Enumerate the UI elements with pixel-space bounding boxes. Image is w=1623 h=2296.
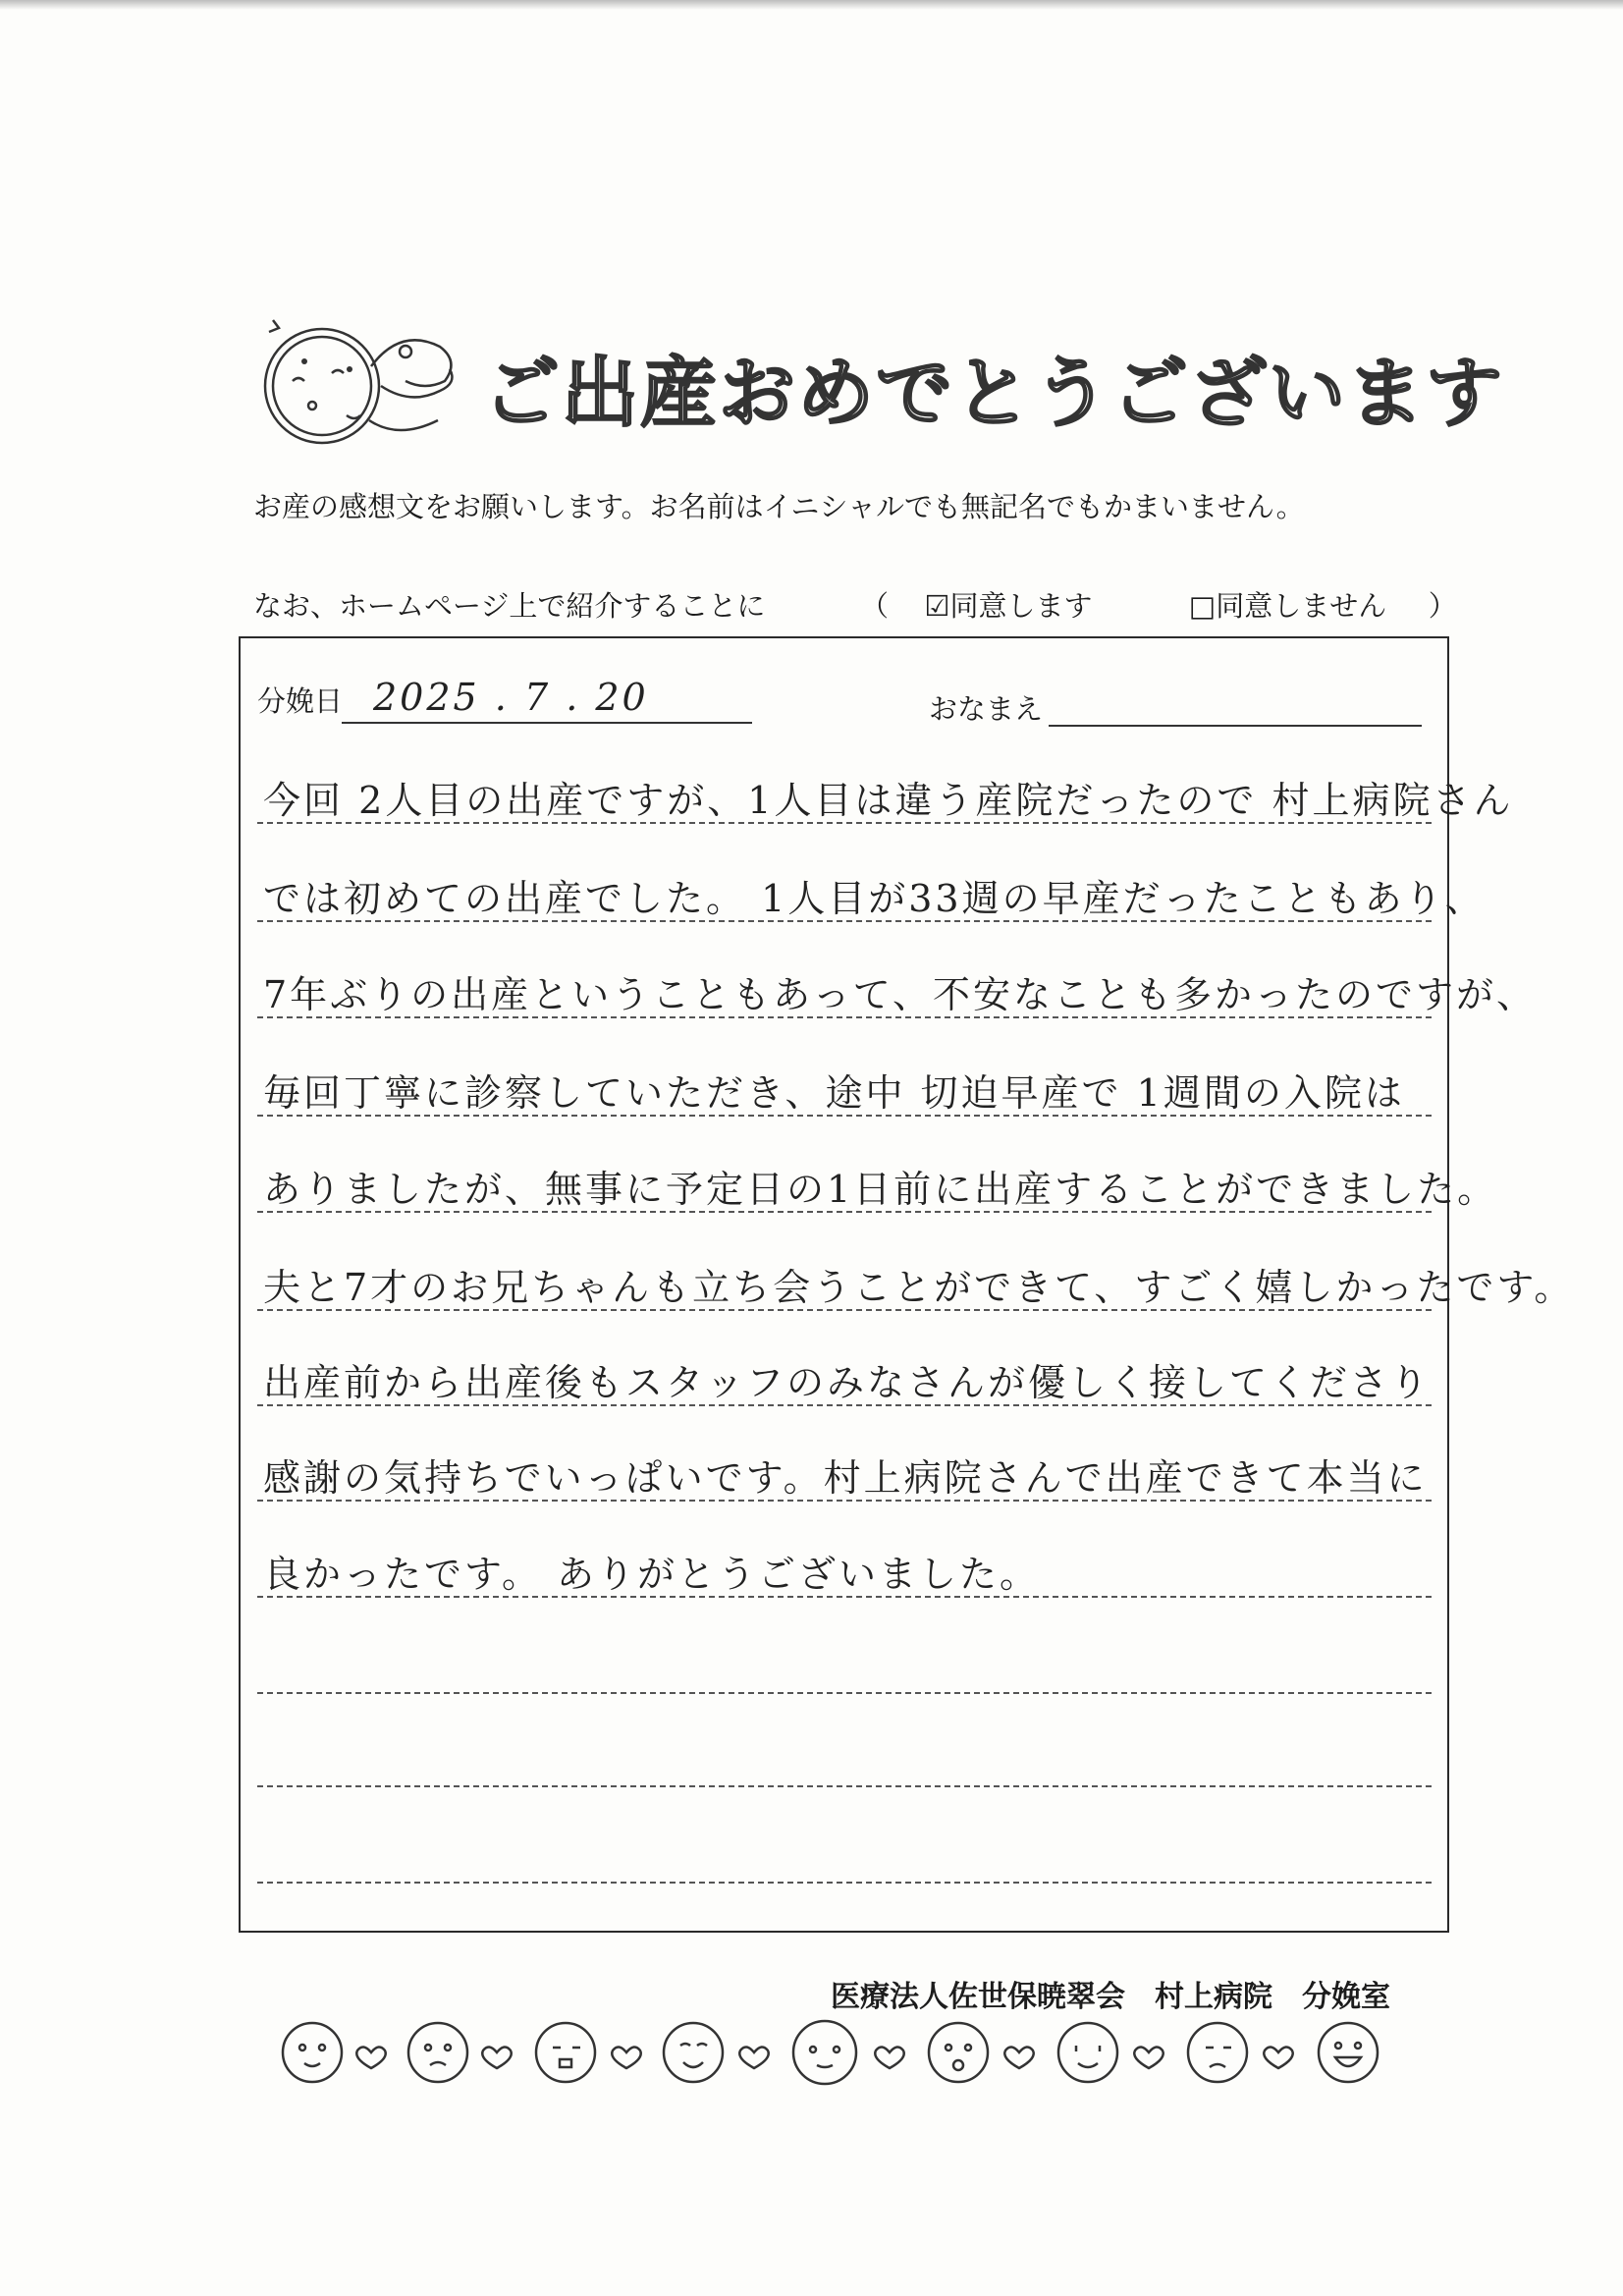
- comment-line-9: 良かったです。 ありがとうございました。: [263, 1553, 1041, 1596]
- banner-title: ご出産おめでとうございます: [483, 350, 1505, 438]
- consent-open-paren: （: [860, 589, 890, 623]
- ruled-line: [257, 1785, 1432, 1787]
- comment-line-2: では初めての出産でした。 1人目が33週の早産だったこともあり、: [263, 877, 1486, 920]
- comment-line-1: 今回 2人目の出産ですが、1人目は違う産院だったので 村上病院さん: [263, 779, 1514, 822]
- baby-face-icon: [793, 2021, 856, 2084]
- name-label: おなまえ: [929, 692, 1044, 726]
- comment-line-3: 7年ぶりの出産ということもあって、不安なことも多かったのですが、: [263, 973, 1538, 1016]
- date-underline: [342, 722, 752, 724]
- comment-line-4: 毎回丁寧に診察していただき、途中 切迫早産で 1週間の入院は: [263, 1071, 1405, 1115]
- date-value[interactable]: 2025 . 7 . 20: [373, 676, 649, 719]
- comment-line-6: 夫と7才のお兄ちゃんも立ち会うことができて、すごく嬉しかったです。: [263, 1266, 1575, 1309]
- comment-line-5: ありましたが、無事に予定日の1日前に出産することができました。: [263, 1168, 1498, 1211]
- sleeping-baby-icon: [253, 312, 479, 450]
- baby-face-icon: [536, 2023, 595, 2082]
- name-underline: [1049, 725, 1422, 727]
- ruled-line: [257, 1692, 1432, 1694]
- consent-prompt: なお、ホームページ上で紹介することに: [253, 589, 766, 623]
- baby-face-icon: [408, 2023, 467, 2082]
- heart-icon: [356, 2047, 385, 2068]
- ruled-line: [257, 1882, 1432, 1884]
- baby-face-icon: [283, 2023, 342, 2082]
- baby-faces-decoration: [273, 2008, 1432, 2097]
- heart-icon: [1134, 2047, 1163, 2068]
- intro-instructions: お産の感想文をお願いします。お名前はイニシャルでも無記名でもかまいません。: [253, 490, 1305, 523]
- consent-options: [860, 584, 1457, 625]
- heart-icon: [612, 2047, 640, 2068]
- baby-face-icon: [1188, 2023, 1247, 2082]
- consent-agree-checkbox[interactable]: ☑同意します: [924, 589, 1093, 623]
- date-label: 分娩日: [257, 684, 344, 718]
- comment-line-7: 出産前から出産後もスタッフのみなさんが優しく接してくださり: [263, 1361, 1432, 1404]
- baby-face-icon: [1058, 2023, 1117, 2082]
- hospital-name: 医療法人佐世保暁翠会 村上病院 分娩室: [831, 1980, 1390, 2014]
- heart-icon: [482, 2047, 511, 2068]
- scan-edge: [0, 0, 1623, 10]
- consent-disagree-checkbox[interactable]: □同意しません: [1188, 589, 1387, 623]
- heart-icon: [1004, 2047, 1033, 2068]
- baby-face-icon: [929, 2023, 988, 2082]
- baby-face-icon: [664, 2023, 723, 2082]
- consent-close-paren: ）: [1428, 589, 1457, 623]
- heart-icon: [739, 2047, 768, 2068]
- heart-icon: [875, 2047, 903, 2068]
- heart-icon: [1264, 2047, 1292, 2068]
- comment-line-8: 感謝の気持ちでいっぱいです。村上病院さんで出産できて本当に: [263, 1456, 1428, 1500]
- baby-face-icon: [1319, 2023, 1378, 2082]
